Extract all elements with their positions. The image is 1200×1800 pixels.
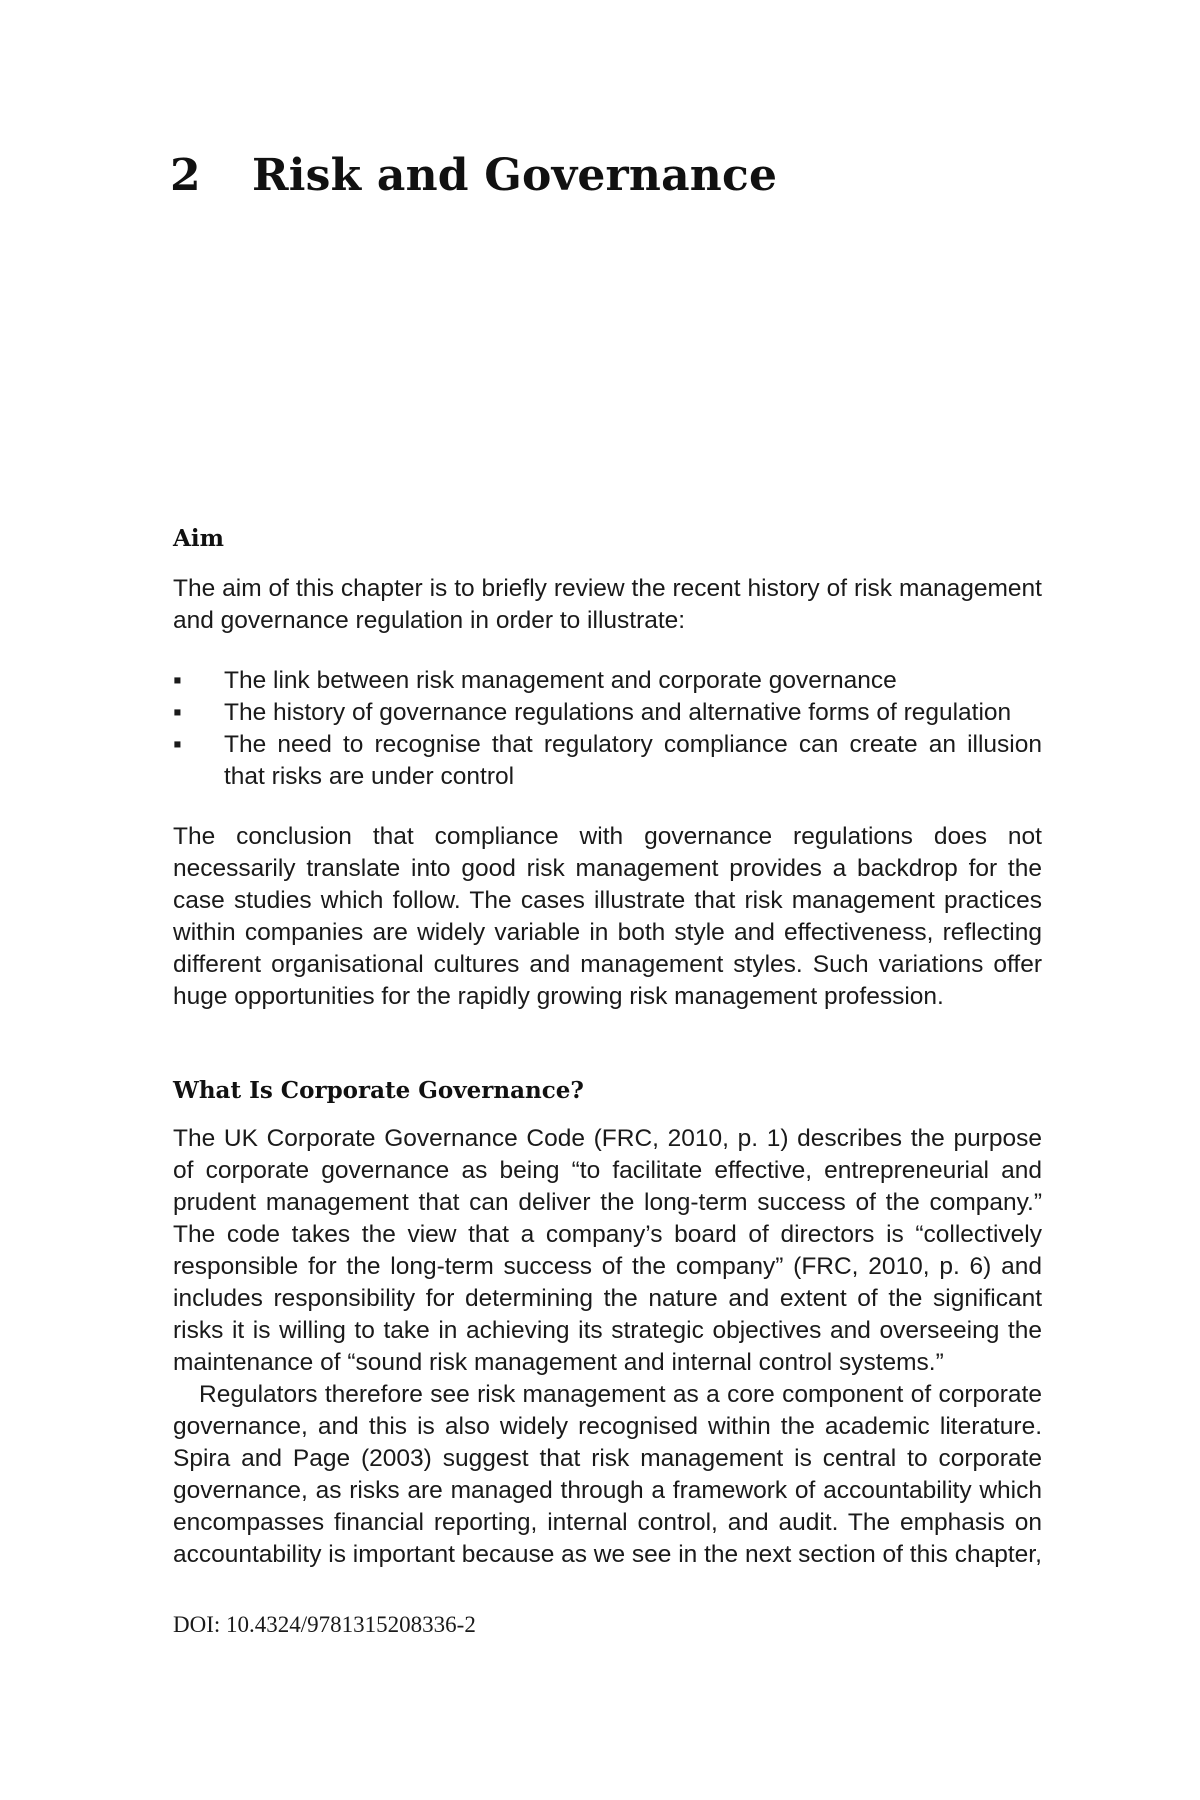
chapter-number: 2 [170, 150, 201, 201]
doi-footer: DOI: 10.4324/9781315208336-2 [173, 1612, 476, 1637]
list-item [173, 729, 1042, 793]
body-paragraph: The UK Corporate Governance Code (FRC, 2010, p. 1) describes the purpose of corporate governance as being “to facilitate effective, entrepreneurial and prudent management that can deliver the long-term success of the company.” The code takes the view that a company’s board of directors is “collectively responsible for the long-term success of the company” (FRC, 2010, p. 6) and includes responsibility for determining the nature and extent of the significant risks it is willing to take in achieving its strategic objectives and overseeing the maintenance of “sound risk management and internal control systems.” [173, 1125, 1042, 1376]
aim-conclusion: The conclusion that compliance with governance regulations does not necessarily translate into good risk management provides a backdrop for the case studies which follow. The cases illustrate that risk management practices within companies are widely variable in both style and effectiveness, reflecting different organisational cultures and management styles. Such variations offer huge opportunities for the rapidly growing risk management profession. [173, 823, 1042, 1010]
body-paragraph: Regulators therefore see risk management as a core component of corporate governance, and this is also widely recognised within the academic literature. Spira and Page (2003) suggest that risk management is central to corporate governance, as risks are managed through a framework of accountability which encompasses financial reporting, internal control, and audit. The emphasis on accountability is important because as we see in the next section of this chapter, [173, 1381, 1042, 1568]
chapter-title [170, 150, 777, 201]
list-item-text: The link between risk management and corporate governance [224, 667, 897, 694]
aim-intro: The aim of this chapter is to briefly review the recent history of risk management and governance regulation in order to illustrate: [173, 575, 1042, 634]
list-item [173, 697, 1042, 729]
aim-heading: Aim [173, 525, 224, 552]
chapter-title-text: Risk and Governance [252, 150, 778, 201]
list-item-text: The need to recognise that regulatory compliance can create an illusion that risks are under control [224, 731, 1042, 790]
chapter-body [173, 523, 1042, 1571]
aim-bullet-list [173, 665, 1042, 793]
list-item [173, 665, 1042, 697]
bullet-icon: ▪ [173, 699, 182, 726]
bullet-icon: ▪ [173, 667, 182, 694]
list-item-text: The history of governance regulations and alternative forms of regulation [224, 699, 1012, 726]
section-heading-corporate-governance: What Is Corporate Governance? [173, 1077, 584, 1104]
bullet-icon: ▪ [173, 731, 182, 758]
